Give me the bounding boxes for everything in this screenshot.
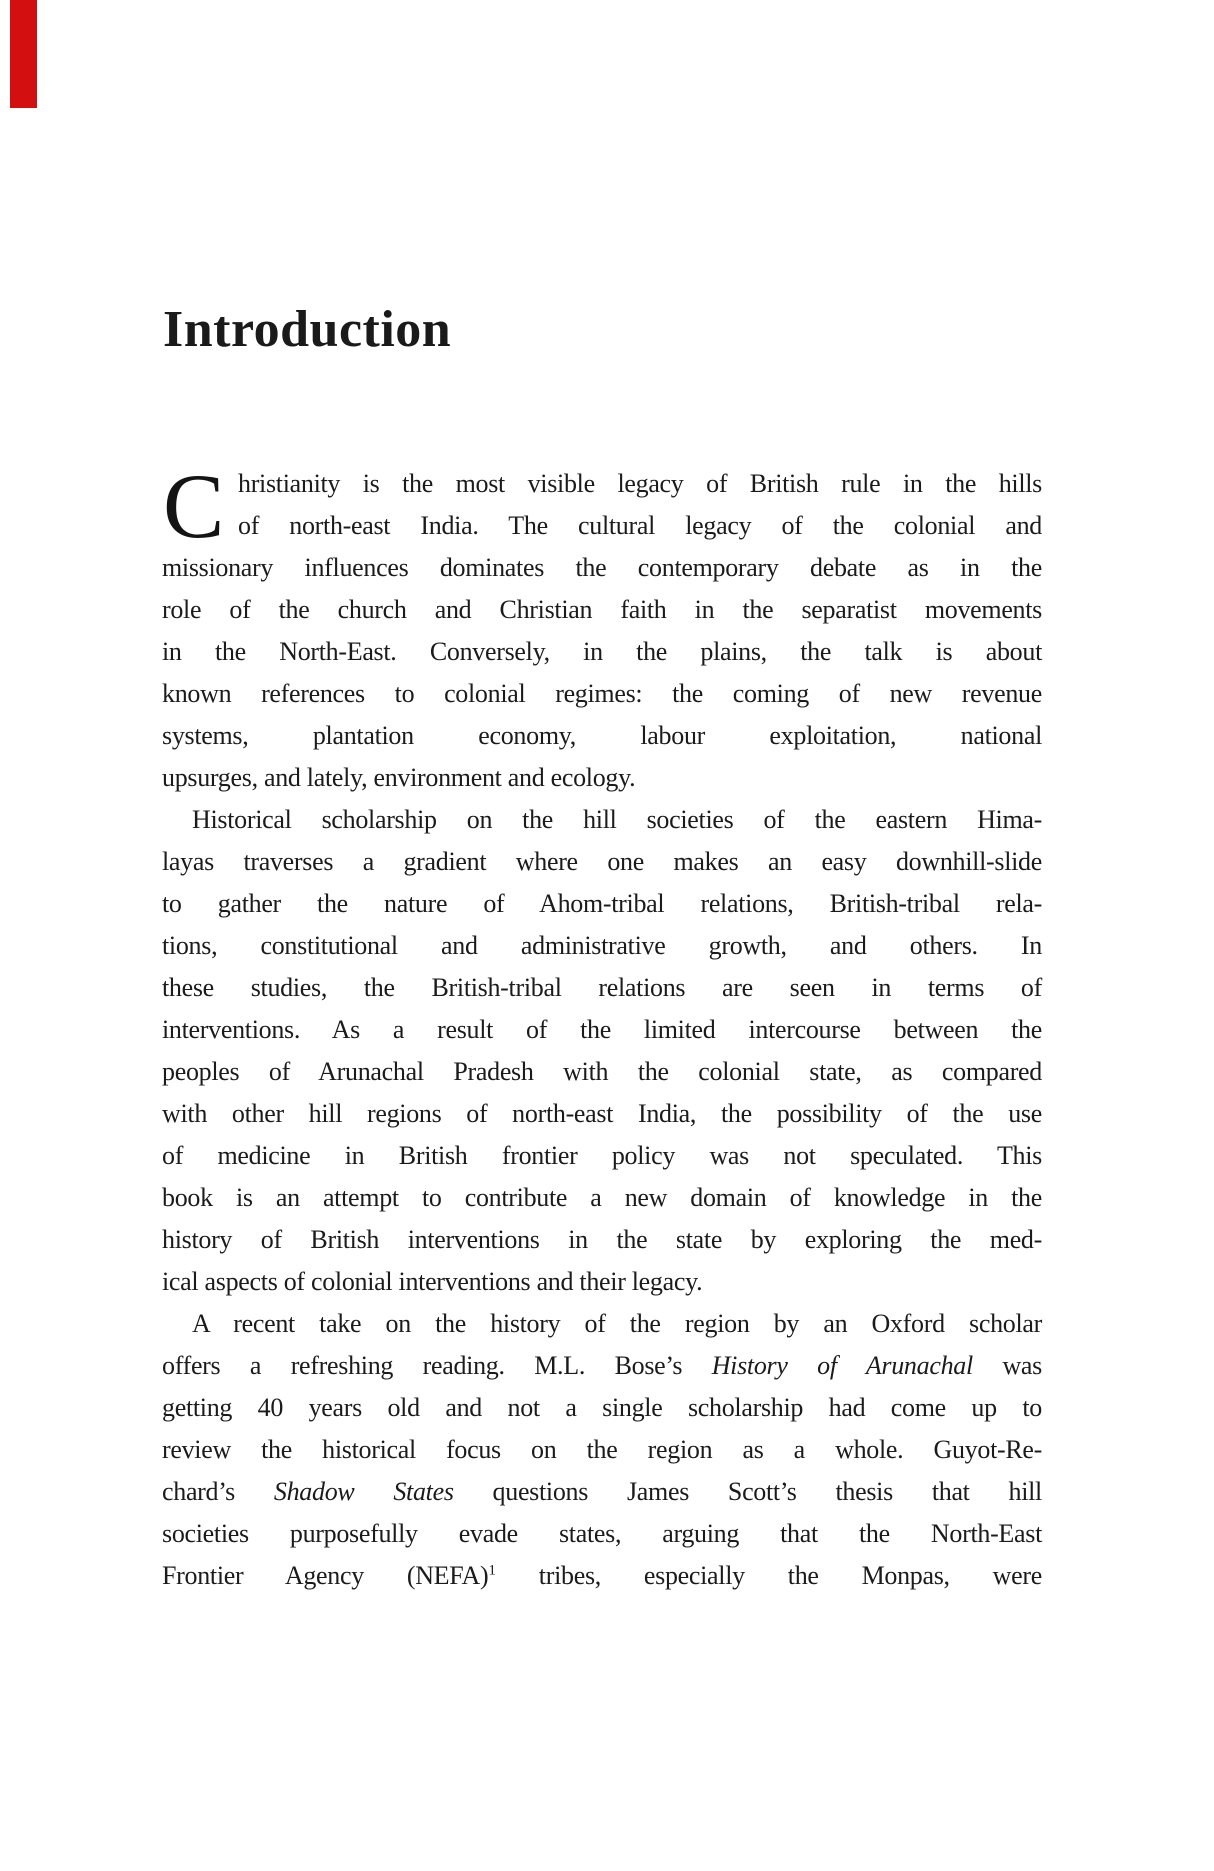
- body-line-p3-l1: [162, 1303, 1042, 1345]
- body-line-p2-l10: [162, 1177, 1042, 1219]
- red-bookmark-marker: [10, 0, 37, 108]
- body-line-p2-l11: [162, 1219, 1042, 1261]
- text-run: getting 40 years old and not a single scholarship had come up to: [162, 1393, 1042, 1422]
- body-line-p1-l6: [162, 673, 1042, 715]
- body-line-p1-l3: [162, 547, 1042, 589]
- text-run: was: [972, 1351, 1042, 1380]
- text-run: Historical scholarship on the hill societies of the eastern Hima-: [192, 805, 1042, 834]
- text-run: systems, plantation economy, labour exploitation, national: [162, 721, 1042, 750]
- text-run: review the historical focus on the region as a whole. Guyot-Re-: [162, 1435, 1042, 1464]
- text-run: in the North-East. Conversely, in the plains, the talk is about: [162, 637, 1042, 666]
- body-line-p2-l4: [162, 925, 1042, 967]
- body-line-p2-l7: [162, 1051, 1042, 1093]
- italic-book-title: History of Arunachal: [711, 1351, 973, 1380]
- text-run: societies purposefully evade states, arguing that the North-East: [162, 1519, 1042, 1548]
- text-run: role of the church and Christian faith in the separatist movements: [162, 595, 1042, 624]
- body-line-p3-l3: [162, 1387, 1042, 1429]
- text-run: peoples of Arunachal Pradesh with the colonial state, as compared: [162, 1057, 1042, 1086]
- chapter-title: Introduction: [163, 300, 452, 358]
- body-line-p2-l6: [162, 1009, 1042, 1051]
- body-text: [162, 455, 1042, 1597]
- text-run: of north-east India. The cultural legacy of the colonial and: [238, 511, 1042, 540]
- text-run: of medicine in British frontier policy was not speculated. This: [162, 1141, 1042, 1170]
- text-run: tions, constitutional and administrative growth, and others. In: [162, 931, 1042, 960]
- body-line-p2-l5: [162, 967, 1042, 1009]
- text-run: layas traverses a gradient where one makes an easy downhill-slide: [162, 847, 1042, 876]
- text-run: upsurges, and lately, environment and ecology.: [162, 763, 636, 792]
- drop-cap-letter: C: [163, 455, 225, 557]
- text-run: chard’s: [162, 1477, 274, 1506]
- text-run: tribes, especially the Monpas, were: [495, 1561, 1042, 1590]
- body-line-p1-l4: [162, 589, 1042, 631]
- body-line-p2-l3: [162, 883, 1042, 925]
- body-line-p1-l7: [162, 715, 1042, 757]
- body-line-p3-l4: [162, 1429, 1042, 1471]
- text-run: these studies, the British-tribal relations are seen in terms of: [162, 973, 1042, 1002]
- text-run: to gather the nature of Ahom-tribal relations, British-tribal rela-: [162, 889, 1042, 918]
- text-run: known references to colonial regimes: the coming of new revenue: [162, 679, 1042, 708]
- body-line-p3-l5: [162, 1471, 1042, 1513]
- text-run: Frontier Agency (NEFA): [162, 1561, 489, 1590]
- text-run: missionary influences dominates the contemporary debate as in the: [162, 553, 1042, 582]
- body-line-p1-l5: [162, 631, 1042, 673]
- body-line-p1-l2: [162, 505, 1042, 547]
- body-line-p3-l7: [162, 1555, 1042, 1597]
- text-run: ical aspects of colonial interventions and their legacy.: [162, 1267, 703, 1296]
- text-run: offers a refreshing reading. M.L. Bose’s: [162, 1351, 712, 1380]
- body-line-p3-l2: [162, 1345, 1042, 1387]
- text-run: with other hill regions of north-east India, the possibility of the use: [162, 1099, 1042, 1128]
- text-run: A recent take on the history of the region by an Oxford scholar: [192, 1309, 1042, 1338]
- body-line-p2-l8: [162, 1093, 1042, 1135]
- body-line-p1-l8: [162, 757, 1042, 799]
- body-line-p2-l12: [162, 1261, 1042, 1303]
- body-line-p2-l2: [162, 841, 1042, 883]
- text-run: history of British interventions in the state by exploring the med-: [162, 1225, 1042, 1254]
- text-run: book is an attempt to contribute a new domain of knowledge in the: [162, 1183, 1042, 1212]
- body-line-p2-l9: [162, 1135, 1042, 1177]
- footnote-superscript: 1: [488, 1562, 496, 1579]
- text-run: questions James Scott’s thesis that hill: [453, 1477, 1042, 1506]
- body-line-p1-l1: [162, 463, 1042, 505]
- italic-book-title: Shadow States: [273, 1477, 454, 1506]
- text-run: interventions. As a result of the limited intercourse between the: [162, 1015, 1042, 1044]
- body-line-p3-l6: [162, 1513, 1042, 1555]
- body-line-p2-l1: [162, 799, 1042, 841]
- text-run: hristianity is the most visible legacy of British rule in the hills: [238, 469, 1042, 498]
